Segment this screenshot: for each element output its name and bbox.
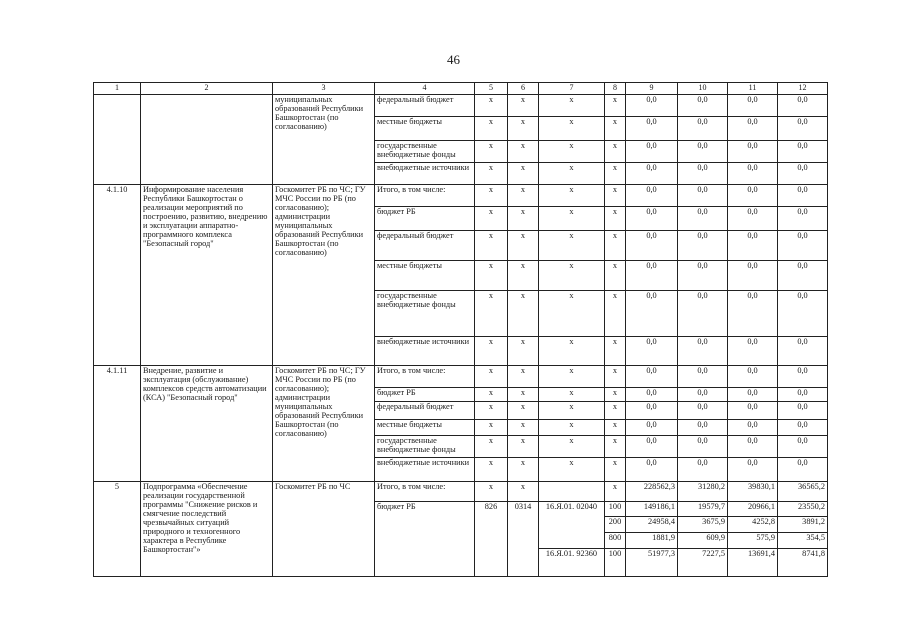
value-cell: 31280,2 bbox=[678, 482, 728, 502]
source-cell: государственные внебюджетные фонды bbox=[375, 291, 475, 337]
source-cell: Итого, в том числе: bbox=[375, 185, 475, 207]
header-cell: 4 bbox=[375, 83, 475, 95]
value-cell: 0,0 bbox=[778, 458, 828, 482]
value-cell: 0,0 bbox=[678, 117, 728, 141]
code-cell: 100 bbox=[605, 549, 626, 577]
code-cell: х bbox=[475, 337, 508, 366]
value-cell: 0,0 bbox=[778, 420, 828, 436]
value-cell: 0,0 bbox=[728, 95, 778, 117]
value-cell: 8741,8 bbox=[778, 549, 828, 577]
value-cell: 0,0 bbox=[626, 291, 678, 337]
header-cell: 2 bbox=[141, 83, 273, 95]
header-cell: 7 bbox=[539, 83, 605, 95]
code-cell: х bbox=[508, 117, 539, 141]
value-cell: 13691,4 bbox=[728, 549, 778, 577]
value-cell: 3675,9 bbox=[678, 517, 728, 533]
value-cell: 0,0 bbox=[778, 402, 828, 420]
value-cell: 354,5 bbox=[778, 533, 828, 549]
header-cell: 6 bbox=[508, 83, 539, 95]
code-cell: х bbox=[605, 163, 626, 185]
item-executor: Госкомитет РБ по ЧС; ГУ МЧС России по РБ (по согласованию); администрации муниципальных образований Республики Башкортостан (по согласованию) bbox=[273, 366, 375, 482]
code-cell: х bbox=[539, 420, 605, 436]
item-name: Информирование населения Республики Башкортостан о реализации мероприятий по построению, развитию, внедрению и эксплуатации аппаратно-программного комплекса "Безопасный город" bbox=[141, 185, 273, 366]
exec-cell: муниципальных образований Республики Башкортостан (по согласованию) bbox=[273, 95, 375, 185]
code-cell: х bbox=[539, 458, 605, 482]
code-cell: х bbox=[508, 482, 539, 502]
code-cell: х bbox=[605, 185, 626, 207]
source-cell: бюджет РБ bbox=[375, 502, 475, 577]
value-cell: 0,0 bbox=[778, 163, 828, 185]
value-cell: 0,0 bbox=[778, 291, 828, 337]
source-cell: внебюджетные источники bbox=[375, 458, 475, 482]
value-cell: 0,0 bbox=[778, 436, 828, 458]
code-cell: х bbox=[508, 337, 539, 366]
table-row bbox=[94, 95, 828, 117]
source-cell: Итого, в том числе: bbox=[375, 366, 475, 388]
value-cell: 0,0 bbox=[678, 402, 728, 420]
source-cell: бюджет РБ bbox=[375, 388, 475, 402]
value-cell: 0,0 bbox=[626, 436, 678, 458]
source-cell: местные бюджеты bbox=[375, 420, 475, 436]
value-cell: 0,0 bbox=[778, 337, 828, 366]
value-cell: 0,0 bbox=[626, 388, 678, 402]
value-cell: 0,0 bbox=[678, 366, 728, 388]
value-cell: 0,0 bbox=[778, 117, 828, 141]
value-cell: 20966,1 bbox=[728, 502, 778, 517]
code-cell: 200 bbox=[605, 517, 626, 533]
value-cell: 0,0 bbox=[728, 185, 778, 207]
value-cell: 7227,5 bbox=[678, 549, 728, 577]
value-cell: 0,0 bbox=[678, 261, 728, 291]
code-cell: х bbox=[605, 117, 626, 141]
code-cell: х bbox=[605, 482, 626, 502]
code-cell: х bbox=[539, 185, 605, 207]
item-executor: Госкомитет РБ по ЧС bbox=[273, 482, 375, 577]
code-cell: х bbox=[508, 163, 539, 185]
value-cell: 0,0 bbox=[678, 291, 728, 337]
code-cell: х bbox=[539, 291, 605, 337]
source-cell: государственные внебюджетные фонды bbox=[375, 436, 475, 458]
value-cell: 0,0 bbox=[728, 436, 778, 458]
code-cell: х bbox=[508, 458, 539, 482]
value-cell: 1881,9 bbox=[626, 533, 678, 549]
code-cell: х bbox=[605, 402, 626, 420]
value-cell: 0,0 bbox=[626, 231, 678, 261]
code-cell: х bbox=[475, 185, 508, 207]
code-cell: х bbox=[475, 163, 508, 185]
code-cell: х bbox=[605, 261, 626, 291]
value-cell: 0,0 bbox=[678, 420, 728, 436]
code-cell: 16.Я.01. 02040 bbox=[539, 502, 605, 549]
value-cell: 0,0 bbox=[728, 337, 778, 366]
code-cell: х bbox=[539, 337, 605, 366]
code-cell: х bbox=[475, 231, 508, 261]
table-row bbox=[94, 366, 828, 388]
value-cell: 0,0 bbox=[778, 95, 828, 117]
value-cell: 609,9 bbox=[678, 533, 728, 549]
value-cell: 0,0 bbox=[626, 402, 678, 420]
num-cell bbox=[94, 95, 141, 185]
code-cell: х bbox=[475, 95, 508, 117]
source-cell: внебюджетные источники bbox=[375, 337, 475, 366]
code-cell: х bbox=[475, 402, 508, 420]
item-number: 4.1.11 bbox=[94, 366, 141, 482]
code-cell: х bbox=[605, 388, 626, 402]
code-cell: х bbox=[605, 337, 626, 366]
code-cell: х bbox=[539, 231, 605, 261]
code-cell: х bbox=[508, 291, 539, 337]
code-cell: х bbox=[539, 95, 605, 117]
code-cell: х bbox=[508, 231, 539, 261]
code-cell: х bbox=[605, 207, 626, 231]
source-cell: Итого, в том числе: bbox=[375, 482, 475, 502]
header-cell: 3 bbox=[273, 83, 375, 95]
value-cell: 0,0 bbox=[728, 163, 778, 185]
code-cell: х bbox=[475, 366, 508, 388]
header-cell: 9 bbox=[626, 83, 678, 95]
value-cell: 0,0 bbox=[728, 420, 778, 436]
code-cell: х bbox=[475, 436, 508, 458]
value-cell: 0,0 bbox=[678, 207, 728, 231]
value-cell: 19579,7 bbox=[678, 502, 728, 517]
code-cell: х bbox=[508, 436, 539, 458]
value-cell: 0,0 bbox=[778, 185, 828, 207]
code-cell: 800 bbox=[605, 533, 626, 549]
code-cell: х bbox=[539, 163, 605, 185]
source-cell: федеральный бюджет bbox=[375, 402, 475, 420]
header-cell: 1 bbox=[94, 83, 141, 95]
code-cell: х bbox=[508, 141, 539, 163]
header-cell: 10 bbox=[678, 83, 728, 95]
code-cell: х bbox=[539, 436, 605, 458]
value-cell: 0,0 bbox=[728, 261, 778, 291]
value-cell: 0,0 bbox=[778, 231, 828, 261]
value-cell: 0,0 bbox=[626, 337, 678, 366]
header-cell: 8 bbox=[605, 83, 626, 95]
code-cell: х bbox=[605, 231, 626, 261]
code-cell: х bbox=[475, 117, 508, 141]
code-cell: х bbox=[605, 458, 626, 482]
value-cell: 0,0 bbox=[778, 261, 828, 291]
code-cell: х bbox=[508, 185, 539, 207]
value-cell: 39830,1 bbox=[728, 482, 778, 502]
code-cell: х bbox=[508, 366, 539, 388]
source-cell: бюджет РБ bbox=[375, 207, 475, 231]
value-cell: 228562,3 bbox=[626, 482, 678, 502]
table-row bbox=[94, 482, 828, 502]
value-cell: 0,0 bbox=[728, 291, 778, 337]
value-cell: 0,0 bbox=[678, 388, 728, 402]
value-cell: 3891,2 bbox=[778, 517, 828, 533]
code-cell: х bbox=[605, 141, 626, 163]
value-cell: 0,0 bbox=[778, 366, 828, 388]
source-cell: федеральный бюджет bbox=[375, 95, 475, 117]
code-cell: х bbox=[475, 458, 508, 482]
value-cell: 0,0 bbox=[678, 141, 728, 163]
header-cell: 5 bbox=[475, 83, 508, 95]
code-cell: х bbox=[539, 261, 605, 291]
code-cell: х bbox=[539, 366, 605, 388]
value-cell: 0,0 bbox=[678, 458, 728, 482]
code-cell: х bbox=[508, 420, 539, 436]
code-cell: х bbox=[605, 420, 626, 436]
source-cell: местные бюджеты bbox=[375, 261, 475, 291]
code-cell: х bbox=[605, 95, 626, 117]
code-cell: х bbox=[605, 436, 626, 458]
value-cell: 0,0 bbox=[728, 366, 778, 388]
value-cell: 0,0 bbox=[728, 141, 778, 163]
item-number: 5 bbox=[94, 482, 141, 577]
code-cell: х bbox=[508, 95, 539, 117]
source-cell: государственные внебюджетные фонды bbox=[375, 141, 475, 163]
value-cell: 0,0 bbox=[678, 95, 728, 117]
value-cell: 0,0 bbox=[626, 117, 678, 141]
code-cell: х bbox=[508, 261, 539, 291]
value-cell: 575,9 bbox=[728, 533, 778, 549]
value-cell: 0,0 bbox=[728, 388, 778, 402]
code-cell: х bbox=[539, 141, 605, 163]
value-cell: 0,0 bbox=[728, 231, 778, 261]
code-cell: х bbox=[539, 207, 605, 231]
code-cell: х bbox=[605, 366, 626, 388]
table-row bbox=[94, 185, 828, 207]
value-cell: 0,0 bbox=[626, 163, 678, 185]
code-cell: 16.Я.01. 92360 bbox=[539, 549, 605, 577]
code-cell: х bbox=[475, 388, 508, 402]
value-cell: 0,0 bbox=[678, 163, 728, 185]
page-number: 46 bbox=[447, 52, 460, 67]
code-cell: х bbox=[508, 207, 539, 231]
financing-table bbox=[93, 82, 828, 577]
item-name: Внедрение, развитие и эксплуатация (обслуживание) комплексов средств автоматизации (КСА) "Безопасный город" bbox=[141, 366, 273, 482]
value-cell: 24958,4 bbox=[626, 517, 678, 533]
code-cell: х bbox=[475, 420, 508, 436]
header-cell: 12 bbox=[778, 83, 828, 95]
header-cell: 11 bbox=[728, 83, 778, 95]
code-cell: 0314 bbox=[508, 502, 539, 577]
value-cell: 0,0 bbox=[728, 117, 778, 141]
value-cell: 0,0 bbox=[678, 436, 728, 458]
value-cell: 0,0 bbox=[626, 458, 678, 482]
item-executor: Госкомитет РБ по ЧС; ГУ МЧС России по РБ (по согласованию); администрации муниципальных образований Республики Башкортостан (по согласованию) bbox=[273, 185, 375, 366]
value-cell: 0,0 bbox=[728, 402, 778, 420]
value-cell: 0,0 bbox=[728, 207, 778, 231]
value-cell: 36565,2 bbox=[778, 482, 828, 502]
code-cell: х bbox=[475, 291, 508, 337]
code-cell: х bbox=[605, 291, 626, 337]
value-cell: 0,0 bbox=[626, 185, 678, 207]
code-cell: х bbox=[475, 482, 508, 502]
value-cell: 0,0 bbox=[678, 185, 728, 207]
value-cell: 0,0 bbox=[626, 261, 678, 291]
value-cell: 4252,8 bbox=[728, 517, 778, 533]
source-cell: федеральный бюджет bbox=[375, 231, 475, 261]
code-cell: х bbox=[508, 388, 539, 402]
value-cell: 0,0 bbox=[678, 337, 728, 366]
item-number: 4.1.10 bbox=[94, 185, 141, 366]
code-cell: 100 bbox=[605, 502, 626, 517]
value-cell: 0,0 bbox=[778, 388, 828, 402]
value-cell: 0,0 bbox=[626, 207, 678, 231]
code-cell: х bbox=[539, 117, 605, 141]
code-cell bbox=[539, 482, 605, 502]
value-cell: 149186,1 bbox=[626, 502, 678, 517]
source-cell: внебюджетные источники bbox=[375, 163, 475, 185]
code-cell: х bbox=[539, 402, 605, 420]
value-cell: 0,0 bbox=[626, 95, 678, 117]
name-cell bbox=[141, 95, 273, 185]
value-cell: 0,0 bbox=[728, 458, 778, 482]
value-cell: 51977,3 bbox=[626, 549, 678, 577]
value-cell: 23550,2 bbox=[778, 502, 828, 517]
value-cell: 0,0 bbox=[626, 366, 678, 388]
code-cell: х bbox=[508, 402, 539, 420]
item-name: Подпрограмма «Обеспечение реализации государственной программы "Снижение рисков и смягчение последствий чрезвычайных ситуаций природного и техногенного характера в Республике Башкортостан"» bbox=[141, 482, 273, 577]
value-cell: 0,0 bbox=[778, 207, 828, 231]
code-cell: 826 bbox=[475, 502, 508, 577]
code-cell: х bbox=[475, 141, 508, 163]
value-cell: 0,0 bbox=[626, 141, 678, 163]
value-cell: 0,0 bbox=[626, 420, 678, 436]
code-cell: х bbox=[475, 261, 508, 291]
source-cell: местные бюджеты bbox=[375, 117, 475, 141]
header-row bbox=[94, 83, 828, 95]
code-cell: х bbox=[475, 207, 508, 231]
code-cell: х bbox=[539, 388, 605, 402]
value-cell: 0,0 bbox=[778, 141, 828, 163]
value-cell: 0,0 bbox=[678, 231, 728, 261]
